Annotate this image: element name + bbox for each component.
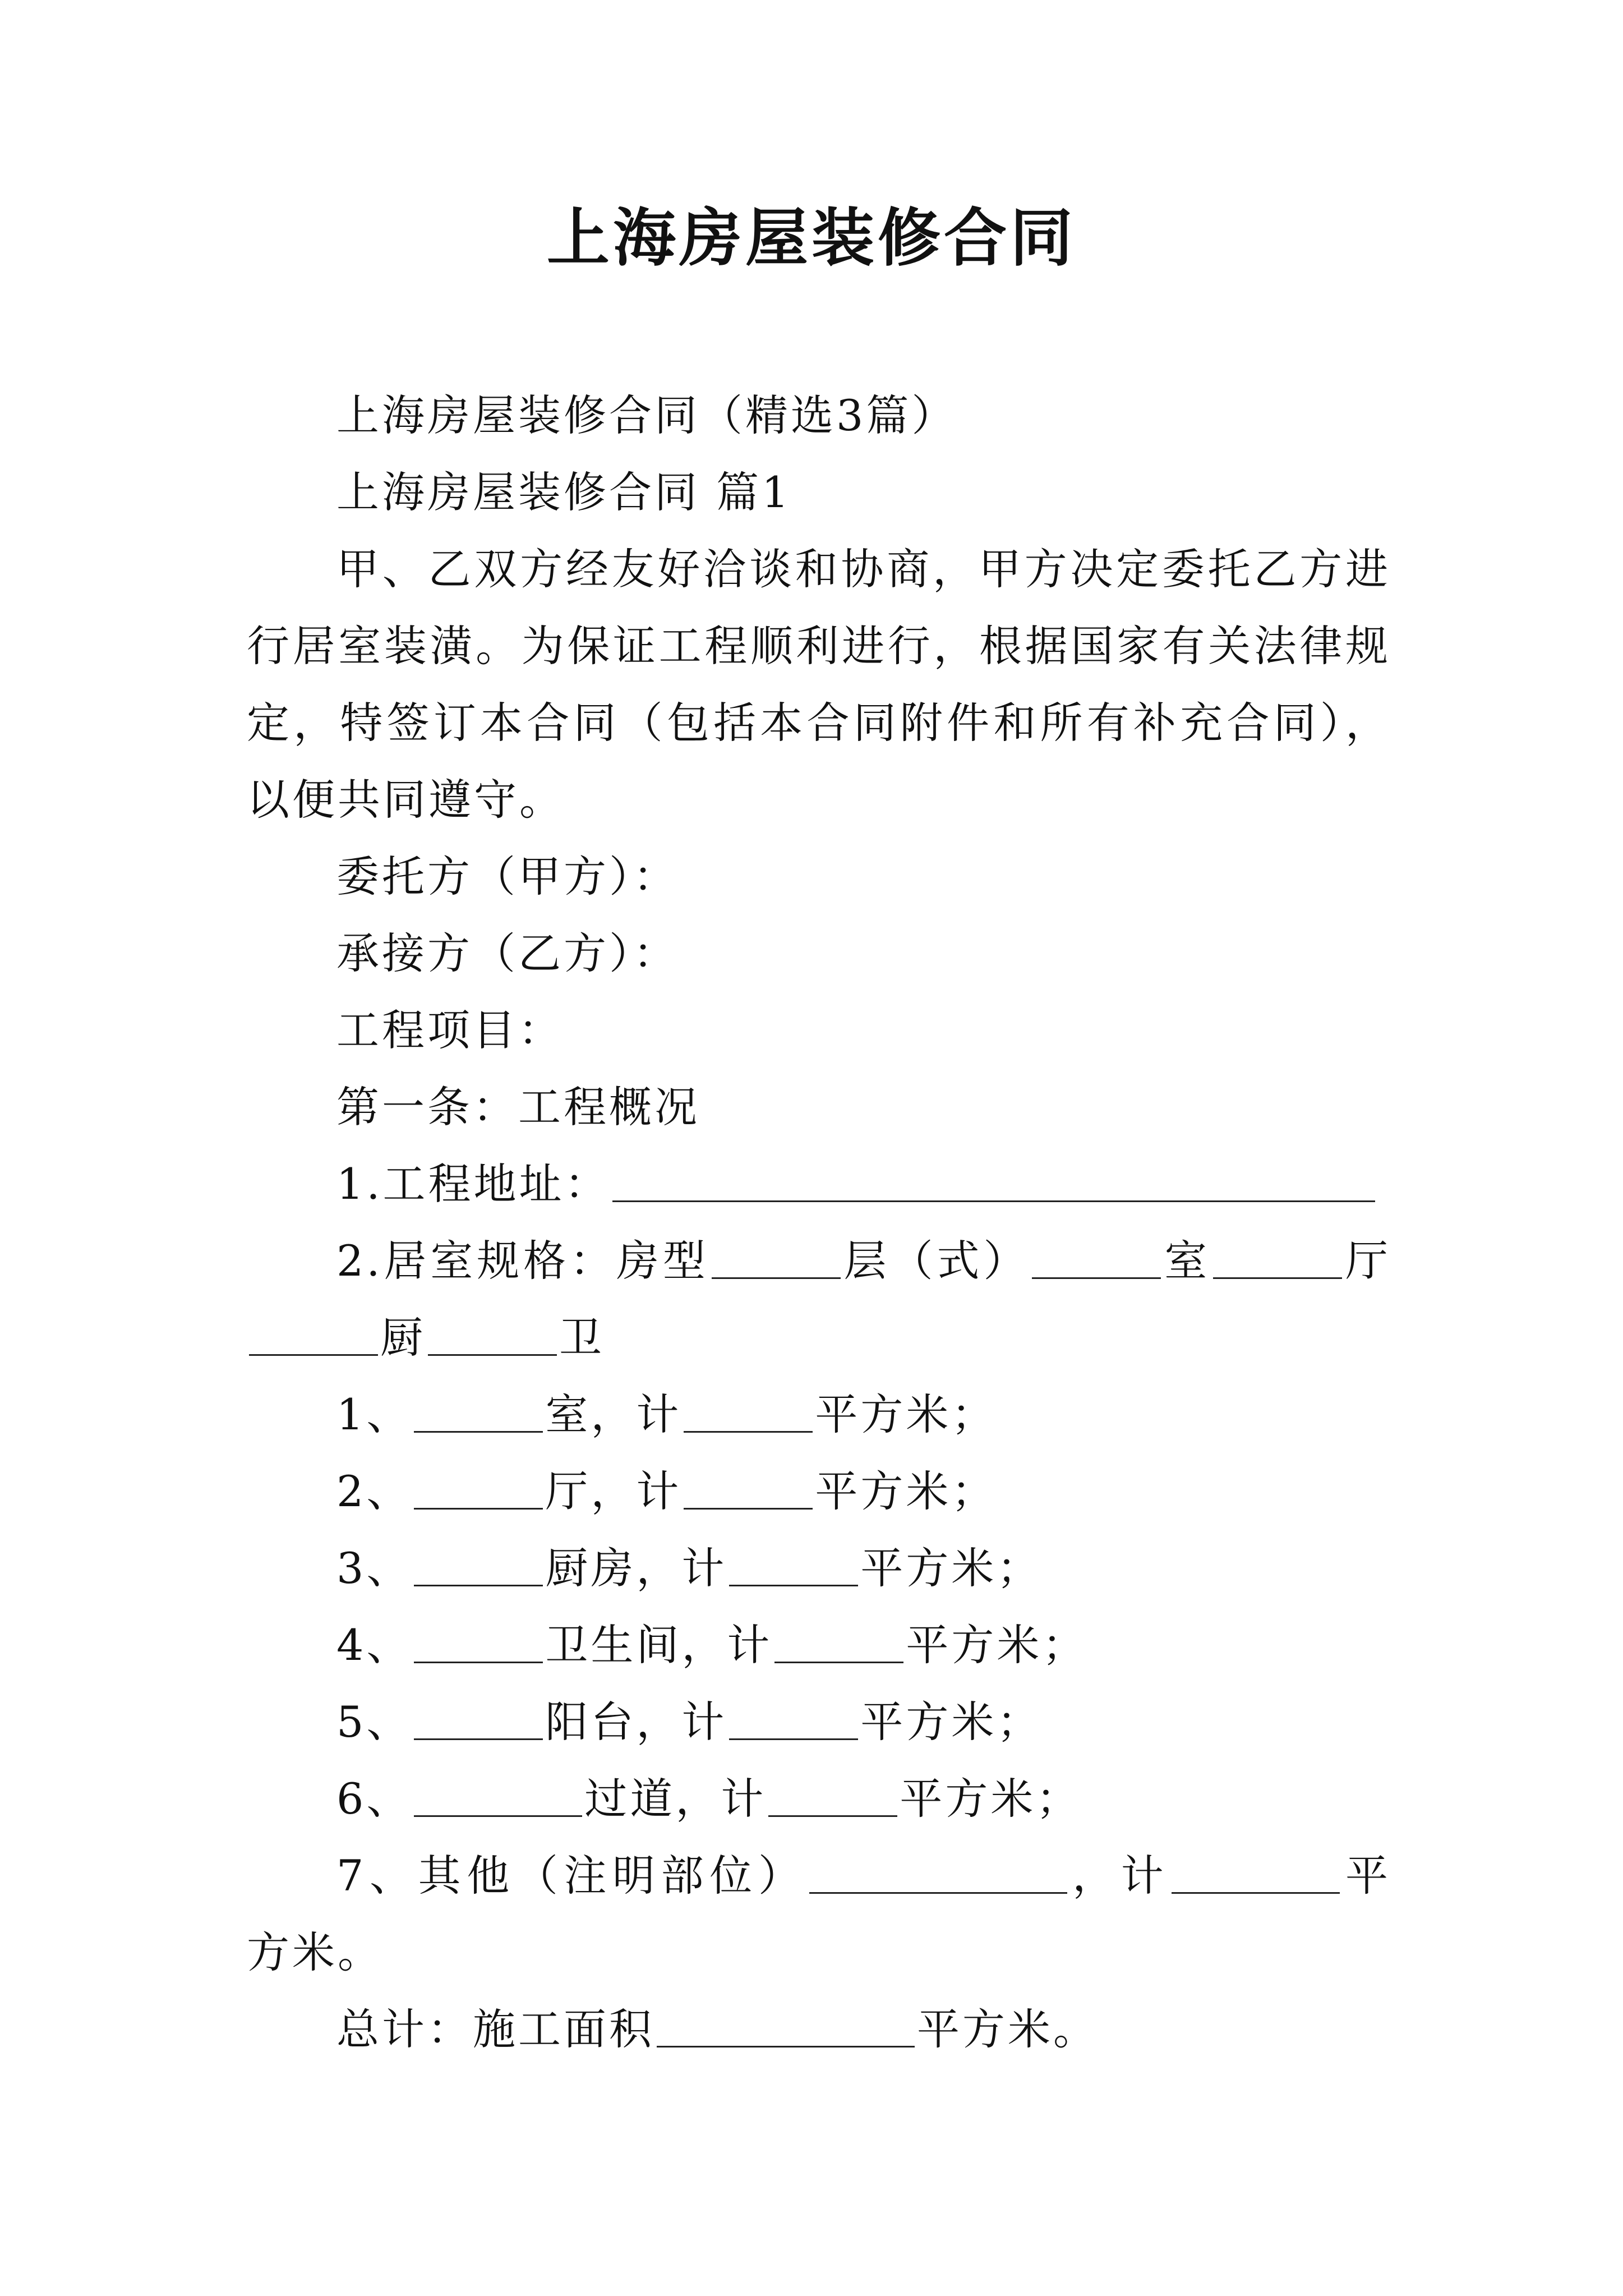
spec-wei: 卫	[559, 1313, 605, 1363]
address-blank	[612, 1161, 1375, 1202]
room-line	[247, 1760, 1391, 1837]
room-unit: 平方米；	[900, 1774, 1082, 1824]
spec-ting: 厅	[1344, 1236, 1391, 1286]
room-unit: 平方米；	[815, 1389, 997, 1439]
room-line	[247, 1453, 1391, 1530]
room-unit: 平方米；	[860, 1697, 1043, 1747]
room-line	[247, 1683, 1391, 1760]
room-num: 1、	[336, 1389, 412, 1439]
room-line	[247, 1607, 1391, 1683]
blank	[428, 1315, 557, 1356]
spec-ceng: 层（式）	[842, 1236, 1030, 1286]
room-name: 室，计	[545, 1389, 682, 1439]
room-unit: 平方米；	[815, 1466, 997, 1516]
blank	[414, 1469, 543, 1510]
document-title: 上海房屋装修合同	[547, 201, 1076, 275]
blank	[1032, 1238, 1161, 1279]
spec-chu: 厨	[380, 1313, 426, 1363]
room-name: 厅，计	[545, 1466, 682, 1516]
blank	[774, 1622, 903, 1663]
spec-shi: 室	[1163, 1236, 1211, 1286]
room-line	[247, 1376, 1391, 1453]
spec-line	[247, 1222, 1391, 1376]
room-line	[247, 1530, 1391, 1607]
spec-label: 2.居室规格：房型	[336, 1236, 709, 1286]
subtitle: 上海房屋装修合同（精选3篇）	[336, 390, 957, 440]
total-label: 总计：施工面积	[336, 2004, 654, 2054]
client-line: 委托方（甲方）：	[336, 852, 679, 901]
address-label: 1.工程地址：	[336, 1159, 610, 1209]
room-name: 过道，计	[584, 1774, 767, 1824]
room-name: 厨房，计	[545, 1543, 727, 1593]
blank	[1213, 1238, 1342, 1279]
blank	[809, 1853, 1067, 1894]
room-name: 阳台，计	[545, 1697, 727, 1747]
document-body	[247, 377, 1391, 2068]
intro-paragraph: 甲、乙双方经友好洽谈和协商，甲方决定委托乙方进行居室装潢。为保证工程顺利进行，根据国家有关法律规定，特签订本合同（包括本合同附件和所有补充合同），以便共同遵守。	[247, 544, 1391, 825]
room-num: 6、	[336, 1774, 412, 1824]
blank	[768, 1776, 897, 1817]
blank	[414, 1545, 543, 1586]
total-unit: 平方米。	[917, 2004, 1099, 2054]
room-num: 2、	[336, 1466, 412, 1516]
room-num: 3、	[336, 1543, 412, 1593]
blank	[729, 1545, 858, 1586]
blank	[657, 2007, 915, 2047]
total-line	[247, 1991, 1391, 2068]
blank	[414, 1776, 582, 1817]
other-line	[247, 1837, 1391, 1991]
blank	[414, 1392, 543, 1433]
blank	[414, 1622, 543, 1663]
blank	[249, 1315, 378, 1356]
part-heading: 上海房屋装修合同 篇1	[336, 467, 792, 517]
other-mid: ，计	[1069, 1851, 1170, 1901]
blank	[1172, 1853, 1340, 1894]
blank	[414, 1699, 543, 1740]
room-num: 5、	[336, 1697, 412, 1747]
project-line: 工程项目：	[336, 1005, 564, 1055]
room-unit: 平方米；	[906, 1620, 1088, 1670]
room-unit: 平方米；	[860, 1543, 1043, 1593]
room-num: 4、	[336, 1620, 412, 1670]
blank	[684, 1469, 813, 1510]
other-unit: 平方米。	[247, 1851, 1391, 1977]
contractor-line: 承接方（乙方）：	[336, 928, 679, 978]
blank	[729, 1699, 858, 1740]
room-name: 卫生间，计	[545, 1620, 773, 1670]
article-1-heading: 第一条：工程概况	[336, 1082, 700, 1132]
blank	[684, 1392, 813, 1433]
other-label: 7、其他（注明部位）	[336, 1851, 807, 1901]
blank	[712, 1238, 841, 1279]
address-line	[247, 1145, 1391, 1222]
